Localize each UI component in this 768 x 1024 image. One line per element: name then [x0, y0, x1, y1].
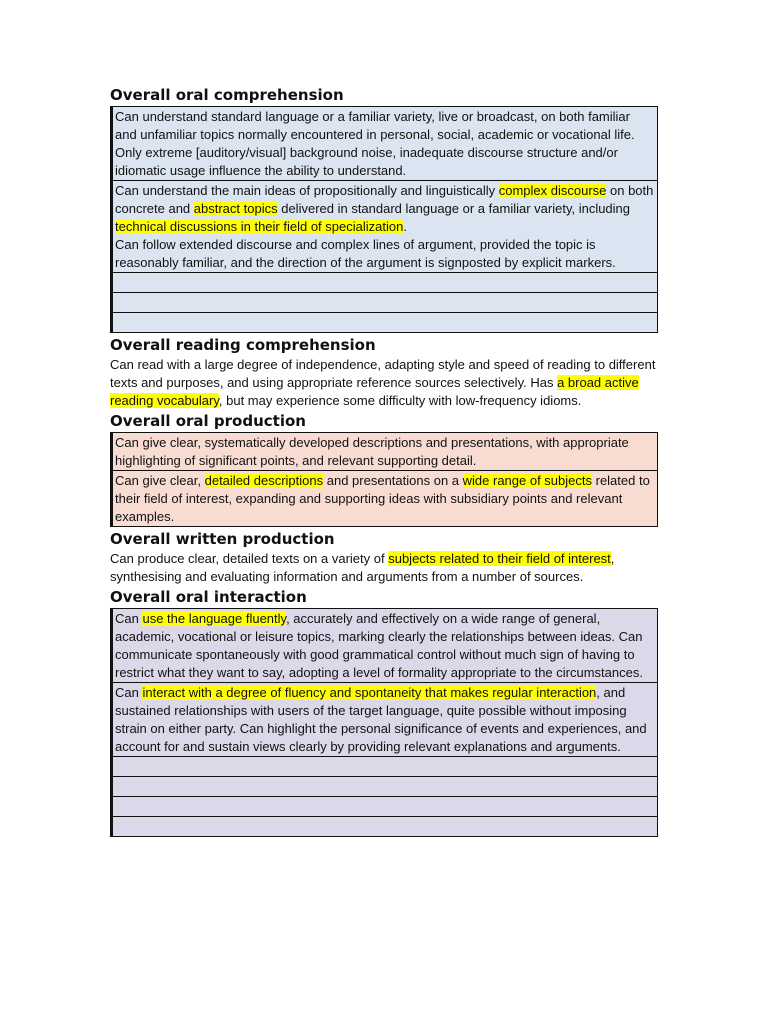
oral-interaction-cell-2: Can interact with a degree of fluency and spontaneity that makes regular interaction, and sustained relationships with users of the target language, quite possible without imposing strain on either party. Can highlight the personal significance of events and experiences, and account for and sustain views clearly by providing relevant explanations and arguments. — [112, 683, 658, 757]
highlighted-phrase: technical discussions in their field of specialization — [115, 219, 404, 234]
empty-cell — [112, 273, 658, 293]
empty-cell — [112, 777, 658, 797]
oral-production-table — [110, 432, 658, 527]
section-title-oral-interaction: Overall oral interaction — [110, 588, 307, 606]
empty-table-row — [112, 797, 658, 817]
oral-interaction-cell-1: Can use the language fluently, accurately and effectively on a wide range of general, academic, vocational or leisure topics, marking clearly the relationships between ideas. Can communicate spontaneously with good grammatical control without much sign of having to restrict what they want to say, adopting a level of formality appropriate to the circumstances. — [112, 609, 658, 683]
empty-cell — [112, 757, 658, 777]
table-row — [112, 609, 658, 683]
table-row — [112, 471, 658, 527]
empty-cell — [112, 293, 658, 313]
highlighted-phrase: complex discourse — [498, 183, 607, 198]
empty-cell — [112, 817, 658, 837]
empty-table-row — [112, 293, 658, 313]
table-row — [112, 433, 658, 471]
table-row — [112, 683, 658, 757]
section-title-written-production: Overall written production — [110, 530, 335, 548]
oral-interaction-table — [110, 608, 658, 837]
empty-table-row — [112, 757, 658, 777]
section-title-oral-comprehension: Overall oral comprehension — [110, 86, 344, 104]
highlighted-phrase: subjects related to their field of interest — [388, 551, 611, 566]
reading-comprehension-text: Can read with a large degree of independence, adapting style and speed of reading to different texts and purposes, and using appropriate reference sources selectively. Has a broad active reading vocabulary, but may experience some difficulty with low-frequency idioms. — [110, 357, 656, 408]
oral-production-cell-1: Can give clear, systematically developed descriptions and presentations, with appropriate highlighting of significant points, and relevant supporting detail. — [112, 433, 658, 471]
highlighted-phrase: interact with a degree of fluency and spontaneity that makes regular interaction — [142, 685, 597, 700]
highlighted-phrase: use the language fluently — [142, 611, 287, 626]
empty-cell — [112, 313, 658, 333]
highlighted-phrase: a broad active reading vocabulary — [110, 375, 639, 408]
empty-table-row — [112, 817, 658, 837]
table-row — [112, 107, 658, 181]
empty-table-row — [112, 313, 658, 333]
empty-table-row — [112, 273, 658, 293]
empty-table-row — [112, 777, 658, 797]
oral-comprehension-cell-1: Can understand standard language or a familiar variety, live or broadcast, on both familiar and unfamiliar topics normally encountered in personal, social, academic or vocational life. Only extreme [auditory/visual] background noise, inadequate discourse structure and/or idiomatic usage influence the ability to understand. — [112, 107, 658, 181]
highlighted-phrase: abstract topics — [193, 201, 278, 216]
oral-production-cell-2: Can give clear, detailed descriptions and presentations on a wide range of subjects related to their field of interest, expanding and supporting ideas with subsidiary points and relevant examples. — [112, 471, 658, 527]
highlighted-phrase: wide range of subjects — [462, 473, 592, 488]
section-title-reading-comprehension: Overall reading comprehension — [110, 336, 376, 354]
empty-cell — [112, 797, 658, 817]
oral-comprehension-cell-2: Can understand the main ideas of propositionally and linguistically complex discourse on both concrete and abstract topics delivered in standard language or a familiar variety, including technical discussions in their field of specialization. Can follow extended discourse and complex lines of argument, provided the topic is reasonably familiar, and the direction of the argument is signposted by explicit markers. — [112, 181, 658, 273]
section-title-oral-production: Overall oral production — [110, 412, 306, 430]
written-production-text: Can produce clear, detailed texts on a variety of subjects related to their field of interest, synthesising and evaluating information and arguments from a number of sources. — [110, 551, 615, 584]
table-row — [112, 181, 658, 273]
document-body — [110, 84, 658, 837]
oral-comprehension-table — [110, 106, 658, 333]
highlighted-phrase: detailed descriptions — [204, 473, 324, 488]
